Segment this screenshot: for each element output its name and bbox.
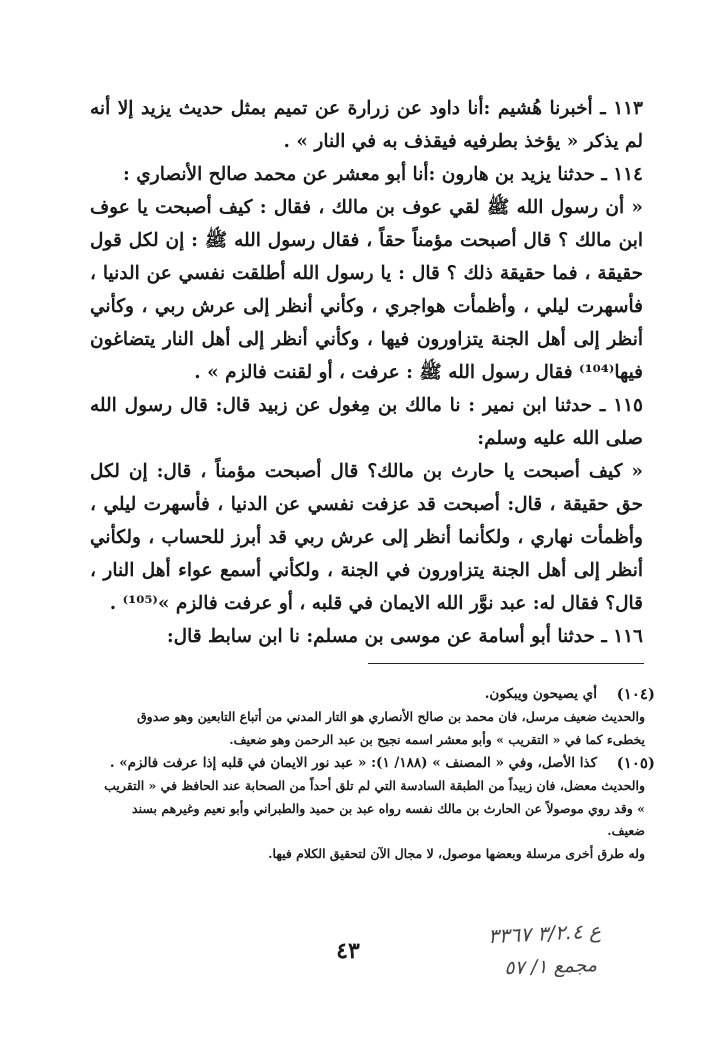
hadith-114-header: ١١٤ ـ حدثنا يزيد بن هارون :أنا أبو معشر عن محمد صالح الأنصاري : — [123, 164, 643, 185]
page-number: ٤٣ — [336, 938, 360, 964]
footnotes — [95, 682, 655, 865]
footnote-number: (١٠٥) — [616, 754, 655, 772]
footnote-divider — [368, 663, 644, 664]
hadith-115-header: ١١٥ ـ حدثنا ابن نمير : نا مالك بن مِغول عن زبيد قال: قال رسول الله صلى الله عليه وسلم: — [90, 395, 643, 449]
footnote-body: وله طرق أخرى مرسلة وبعضها موصول، لا مجال الآن لتحقيق الكلام فيها. — [268, 845, 645, 861]
hadith-116-header: ١١٦ ـ حدثنا أبو أسامة عن موسى بن مسلم: نا ابن سابط قال: — [166, 626, 643, 647]
main-text — [90, 92, 643, 653]
footnote-body: والحديث معضل، فان زبيداً من الطبقة السادسة التي لم تلق أحداً من الصحابة عند الحافظ في « التقريب » وقد روي موصولاً عن الحارث بن مالك نفسه رواه عبد بن حميد والطبراني وأبو نعيم وغيرهم بسند ضعيف. — [104, 778, 645, 838]
hadith-115-text: « كيف أصبحت يا حارث بن مالك؟ قال أصبحت مؤمناً ، قال: إن لكل حق حقيقة ، قال: أصبحت قد عزفت نفسي عن الدنيا ، فأسهرت ليلي ، وأظمأت نهاري ، ولكأنما أنظر إلى عرش ربي قد أبرز للحساب ، ولكأني أنظر إلى أهل الجنة يتزاورون في الجنة ، ولكأني أسمع عواء أهل النار ، قال؟ فقال له: عبد نوَّر الله الايمان في قلبه ، أو عرفت فالزم »⁽¹⁰⁵⁾ . — [90, 461, 643, 614]
handwritten-note: مجمع ١/ ٥٧ — [503, 954, 598, 980]
footnote-104 — [95, 682, 655, 751]
handwritten-note: ع ٣/٢.٤ ٣٣٦٧ — [487, 918, 602, 949]
hadith-113: ١١٣ ـ أخبرنا هُشيم :أنا داود عن زرارة عن تميم بمثل حديث يزيد إلا أنه لم يذكر « يؤخذ بطرفيه فيقذف به في النار » . — [90, 98, 643, 152]
footnote-number: (١٠٤) — [616, 685, 655, 703]
hadith-114-text: « أن رسول الله ﷺ لقي عوف بن مالك ، فقال : كيف أصبحت يا عوف ابن مالك ؟ قال أصبحت مؤمناً حقاً ، فقال رسول الله ﷺ : إن لكل قول حقيقة ، فما حقيقة ذلك ؟ قال : يا رسول الله أطلقت نفسي عن الدنيا ، فأسهرت ليلي ، وأظمأت هواجري ، وكأني أنظر إلى عرش ربي ، وكأني أنظر إلى أهل الجنة يتزاورون فيها ، وكأني أنظر إلى أهل النار يتضاغون فيها⁽¹⁰⁴⁾ فقال رسول الله ﷺ : عرفت ، أو لقنت فالزم » . — [90, 197, 643, 383]
footnote-105 — [95, 751, 655, 865]
footnote-body: والحديث ضعيف مرسل، فان محمد بن صالح الأنصاري هو التار المدني من أتباع التابعين وهو صدوق يخطىء كما في « التقريب » وأبو معشر اسمه نجيح بن عبد الرحمن وهو ضعيف. — [136, 709, 645, 747]
footnote-first-line: كذا الأصل، وفي « المصنف » (١٨٨/ ١): « عبد نور الايمان في قلبه إذا عرفت فالزم» . — [109, 755, 597, 771]
footnote-first-line: أي يصيحون ويبكون. — [484, 686, 597, 702]
